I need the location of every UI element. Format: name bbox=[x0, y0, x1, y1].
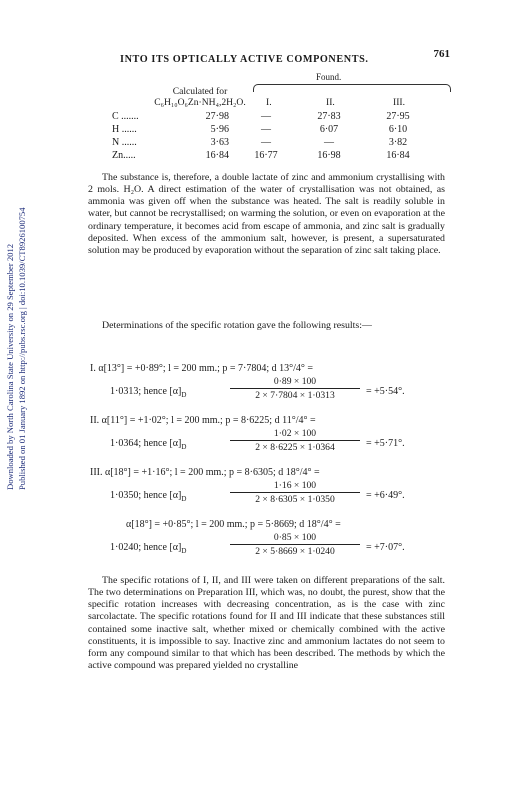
element-cell: C ....... bbox=[112, 111, 139, 122]
calculated-cell: 16·84 bbox=[205, 150, 229, 161]
column-header-i: I. bbox=[266, 97, 272, 108]
calculated-cell: 3·63 bbox=[210, 137, 229, 148]
formula-label: C₆H₁₀O₆Zn·NH₄,2H₂O. bbox=[154, 97, 246, 108]
subscript-d: D bbox=[181, 391, 187, 399]
found-iii-cell: 16·84 bbox=[386, 150, 410, 161]
column-header-ii: II. bbox=[326, 97, 335, 108]
equation-lead bbox=[110, 437, 186, 454]
equation-lead bbox=[110, 541, 186, 558]
element-cell: Zn..... bbox=[112, 150, 136, 161]
fraction-numerator: 1·16 × 100 bbox=[273, 480, 317, 491]
doi-link[interactable]: Published on 01 January 1892 on http://pubs.rsc.org | doi:10.1039/CT8926100754 bbox=[17, 207, 27, 490]
equation-lead bbox=[110, 489, 186, 506]
table-row bbox=[112, 149, 472, 162]
found-iii-cell: 6·10 bbox=[388, 124, 408, 135]
found-ii-cell: 27·83 bbox=[317, 111, 341, 122]
equation-lead-text: 1·0240; hence [α] bbox=[110, 542, 182, 553]
fraction-bar bbox=[230, 440, 360, 441]
equation-result: = +5·54°. bbox=[366, 386, 405, 397]
equation-result: = +5·71°. bbox=[366, 438, 405, 449]
equation-line: III. α[18°] = +1·16°; l = 200 mm.; p = 8·6305; d 18°/4° = bbox=[90, 467, 320, 478]
equation-result: = +6·49°. bbox=[366, 490, 405, 501]
subscript-d: D bbox=[181, 495, 187, 503]
subscript-d: D bbox=[181, 443, 187, 451]
found-i-cell: 16·77 bbox=[254, 150, 278, 161]
found-iii-cell: 3·82 bbox=[388, 137, 408, 148]
fraction-numerator: 1·02 × 100 bbox=[273, 428, 317, 439]
equation-lead-text: 1·0350; hence [α] bbox=[110, 490, 182, 501]
fraction bbox=[230, 428, 360, 453]
paragraph-discussion: The specific rotations of I, II, and III were taken on different preparations of the salt. The two determinations on Preparation III, which was, no doubt, the purest, show that the specific rotation increases with decreasing concentration, as is the case with zinc sarcolactate. The specific rotations found for II and III indicate that these substances still contained some inactive salt, whether mixed or chemically combined with the active constituents, it is impossible to say. Inactive zinc and ammonium lactates do not seem to form any compound similar to that which has been described. The methods by which the active compound was prepared yielded no crystalline bbox=[88, 575, 445, 672]
calculated-cell: 27·98 bbox=[205, 111, 229, 122]
table-row bbox=[112, 110, 472, 123]
running-header bbox=[120, 49, 450, 63]
found-ii-cell: — bbox=[324, 137, 334, 148]
paragraph-results-intro: Determinations of the specific rotation gave the following results:— bbox=[102, 320, 372, 331]
fraction bbox=[230, 532, 360, 557]
fraction-denominator: 2 × 5·8669 × 1·0240 bbox=[255, 546, 335, 557]
fraction-bar bbox=[230, 388, 360, 389]
found-iii-cell: 27·95 bbox=[386, 111, 410, 122]
found-i-cell: — bbox=[261, 111, 271, 122]
equation-line: II. α[11°] = +1·02°; l = 200 mm.; p = 8·6225; d 11°/4° = bbox=[90, 415, 316, 426]
fraction-bar bbox=[230, 492, 360, 493]
calculated-label: Calculated for bbox=[172, 86, 228, 97]
found-i-cell: — bbox=[261, 137, 271, 148]
fraction-denominator: 2 × 8·6225 × 1·0364 bbox=[255, 442, 335, 453]
fraction bbox=[230, 376, 360, 401]
paragraph-substance: The substance is, therefore, a double lactate of zinc and ammonium crystallising with 2 mols. H₂O. A direct estimation of the water of crystallisation was not obtained, as ammonia was given off when the substance was heated. The salt is readily soluble in water, but cannot be recrystallised; on warming the solution, or even on evaporation at the ordinary temperature, it becomes acid from escape of ammonia, and zinc salt is gradually deposited. When excess of the ammonium salt, however, is present, a supersaturated solution may be produced by evaporation without the separation of zinc salt taking place. bbox=[88, 172, 445, 256]
equation-lead-text: 1·0364; hence [α] bbox=[110, 438, 182, 449]
equation-line: α[18°] = +0·85°; l = 200 mm.; p = 5·8669; d 18°/4° = bbox=[126, 519, 341, 530]
calculated-header bbox=[150, 86, 250, 108]
subscript-d: D bbox=[181, 547, 187, 555]
page-number: 761 bbox=[433, 48, 450, 60]
found-ii-cell: 6·07 bbox=[319, 124, 339, 135]
equation-result: = +7·07°. bbox=[366, 542, 405, 553]
table-row bbox=[112, 123, 472, 136]
fraction bbox=[230, 480, 360, 505]
fraction-numerator: 0·85 × 100 bbox=[273, 532, 317, 543]
fraction-denominator: 2 × 7·7804 × 1·0313 bbox=[255, 390, 335, 401]
running-title: INTO ITS OPTICALLY ACTIVE COMPONENTS. bbox=[120, 54, 369, 65]
fraction-bar bbox=[230, 544, 360, 545]
equation-line: I. α[13°] = +0·89°; l = 200 mm.; p = 7·7804; d 13°/4° = bbox=[90, 363, 314, 374]
element-cell: H ...... bbox=[112, 124, 137, 135]
found-ii-cell: 16·98 bbox=[317, 150, 341, 161]
fraction-numerator: 0·89 × 100 bbox=[273, 376, 317, 387]
download-watermark bbox=[4, 130, 30, 490]
found-brace bbox=[253, 84, 451, 92]
element-cell: N ...... bbox=[112, 137, 137, 148]
equation-lead-text: 1·0313; hence [α] bbox=[110, 386, 182, 397]
table-row bbox=[112, 136, 472, 149]
fraction-denominator: 2 × 8·6305 × 1·0350 bbox=[255, 494, 335, 505]
found-label: Found. bbox=[316, 72, 342, 82]
calculated-cell: 5·96 bbox=[210, 124, 229, 135]
column-header-iii: III. bbox=[393, 97, 405, 108]
download-notice: Downloaded by North Carolina State University on 29 September 2012 bbox=[5, 243, 15, 490]
found-i-cell: — bbox=[261, 124, 271, 135]
equation-lead bbox=[110, 385, 186, 402]
